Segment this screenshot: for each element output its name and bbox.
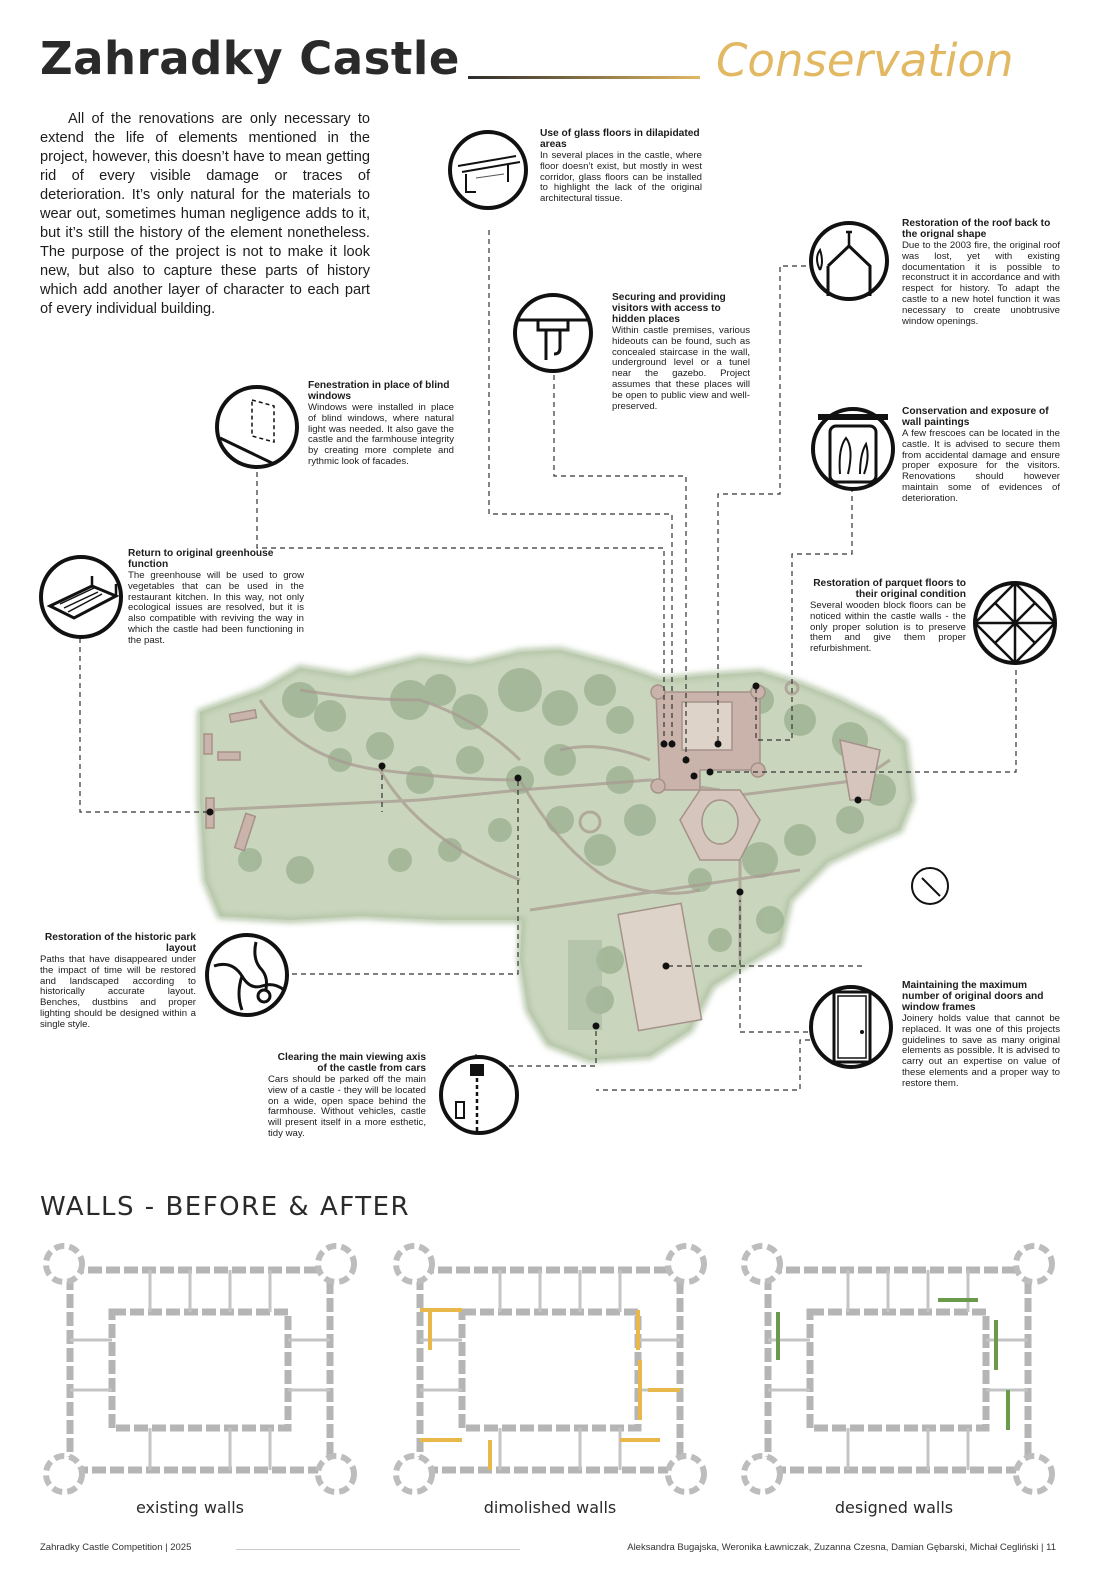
callout-title: Restoration of parquet floors to their original condition (813, 578, 966, 600)
door-icon (806, 982, 896, 1072)
callout-title: Restoration of the historic park layout (44, 932, 196, 954)
glass-floor-icon (446, 128, 530, 212)
callout-body: Within castle premises, various hideouts can be found, such as concealed staircase in the wall, underground level or a tunel near the gazebo. Project assumes that these places will be open to public view and well-preserved. (612, 325, 750, 412)
callout-body: Windows were installed in place of blind windows, where natural light was needed. It also gave the castle and the farmhouse integrity by creating more complete and rythmic look of facades. (308, 402, 454, 467)
callout-body: The greenhouse will be used to grow vegetables that can be used in the restaurant kitchen. In this way, not only ecological issues are resolved, but it is also compatible with reviving the way in which the castle had been functioning in the past. (128, 570, 304, 646)
callout-viewing-axis (268, 1052, 426, 1140)
callout-body: In several places in the castle, where floor doesn’t exist, but mostly in west corridor, glass floors can be installed to highlight the lack of the original architectural tissue. (540, 150, 702, 205)
callout-body: Several wooden block floors can be noticed within the castle walls - the only proper solution is to preserve them and give them proper refurbishment. (810, 600, 966, 655)
walls-section-title: WALLS - BEFORE & AFTER (40, 1192, 411, 1222)
callout-roof (902, 218, 1060, 327)
callout-glass-floors (540, 128, 702, 205)
floor-plan-existing (40, 1240, 360, 1498)
park-paths-icon (202, 930, 292, 1020)
footer-divider (236, 1549, 520, 1550)
callout-body: Paths that have disappeared under the impact of time will be restored and landscaped according to historically accurate layout. Benches, dustbins and proper lighting should be designed within a single style. (40, 954, 196, 1030)
plan-towers (46, 1246, 354, 1492)
plan-label-demolished: dimolished walls (483, 1498, 617, 1517)
callout-body: Cars should be parked off the main view of a castle - they will be located on a wide, open space behind the farmhouse. Without vehicles, castle will present itself in a more esthetic, tidy way. (268, 1074, 426, 1139)
callout-body: Due to the 2003 fire, the original roof was lost, yet with existing documentation it is possible to reconstruct it in accordance and with respect for history. To adapt the castle to a new hotel function it was necessary to create unobtrusive window openings. (902, 240, 1060, 327)
roof-icon (806, 218, 892, 304)
window-icon (212, 382, 302, 472)
callout-title: Return to original greenhouse function (128, 548, 274, 570)
callout-body: Joinery holds value that cannot be replaced. It was one of this projects guidelines to save as many original elements as possible. It is advised to carry out an expertise on value of these elements and a proper way to restore them. (902, 1013, 1060, 1089)
callout-title: Fenestration in place of blind windows (308, 380, 450, 402)
callout-body: A few frescoes can be located in the castle. It is advised to secure them from accidental damage and ensure proper exposure for the visitors. Renovations should however maintain some of evidences of deterioration. (902, 428, 1060, 504)
plan-walls (768, 1270, 1028, 1470)
callout-title: Clearing the main viewing axis of the castle from cars (277, 1052, 426, 1074)
callout-windows (308, 380, 454, 468)
page-title: Zahradky Castle (40, 32, 460, 85)
plan-label-existing: existing walls (135, 1498, 245, 1517)
callout-title: Use of glass floors in dilapidated areas (540, 128, 700, 150)
page-subtitle: Conservation (716, 34, 1014, 87)
plan-towers (396, 1246, 704, 1492)
callout-doors (902, 980, 1060, 1090)
hidden-passage-icon (510, 290, 596, 376)
callout-parquet (810, 578, 966, 655)
plan-towers (744, 1246, 1052, 1492)
greenhouse-icon (36, 552, 126, 642)
plan-walls (70, 1270, 330, 1470)
intro-paragraph: All of the renovations are only necessary to extend the life of elements mentioned in the project, however, this doesn’t have to mean getting rid of every visible damage or traces of deterioration. It’s only natural for the materials to wear out, sometimes human negligence adds to it, but it’s still the history of the element nonetheless. The purpose of the project is not to make it look new, but also to capture these parts of history which add another layer of character to each part of every individual building. (40, 111, 370, 317)
footer-competition: Zahradky Castle Competition | 2025 (40, 1542, 192, 1553)
floor-plan-demolished (390, 1240, 710, 1498)
callout-greenhouse (128, 548, 304, 647)
callout-wall-paintings (902, 406, 1060, 505)
parquet-icon (970, 578, 1060, 668)
north-arrow-icon (912, 868, 948, 904)
fresco-icon (808, 404, 898, 494)
plan-label-designed: designed walls (834, 1498, 954, 1517)
callout-title: Restoration of the roof back to the orignal shape (902, 218, 1051, 240)
footer-authors: Aleksandra Bugajska, Weronika Ławniczak, Zuzanna Czesna, Damian Gębarski, Michał Cegliński | 11 (627, 1542, 1056, 1553)
floor-plan-designed (738, 1240, 1058, 1498)
callout-title: Maintaining the maximum number of original doors and window frames (902, 980, 1044, 1013)
callout-title: Securing and providing visitors with access to hidden places (612, 292, 726, 325)
callout-hidden-places (612, 292, 750, 412)
callout-title: Conservation and exposure of wall paintings (902, 406, 1049, 428)
viewing-axis-icon (436, 1052, 522, 1138)
callout-park-layout (40, 932, 196, 1031)
